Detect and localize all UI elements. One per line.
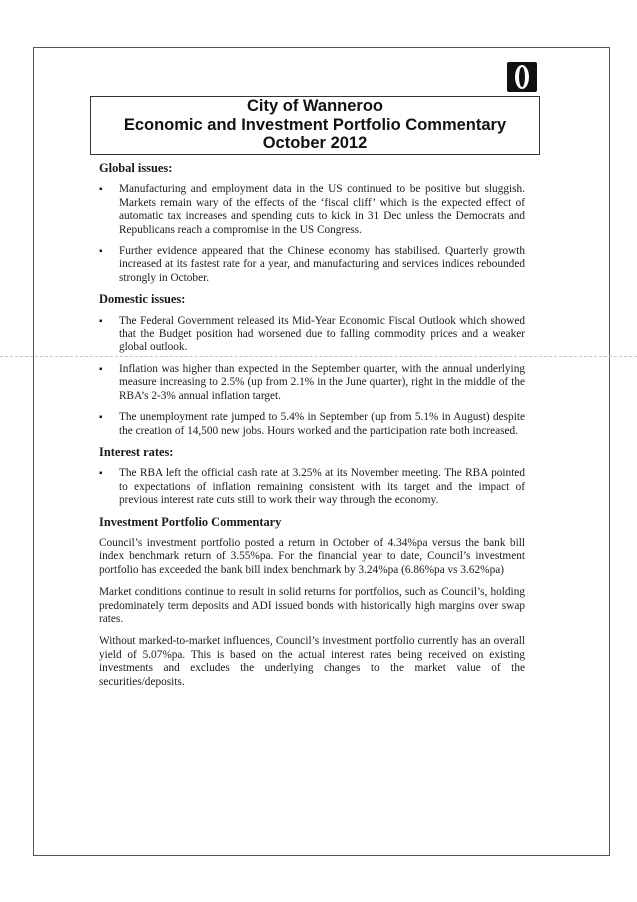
paragraph: Market conditions continue to result in solid returns for portfolios, such as Council’s, holding predominately term deposits and ADI issued bonds with historically high margins over swap rates.	[99, 586, 525, 625]
title-main: Economic and Investment Portfolio Commentary	[123, 115, 507, 134]
paragraph: Council’s investment portfolio posted a return in October of 4.34%pa versus the bank bill index benchmark return of 3.55%pa. For the financial year to date, Council’s investment portfolio has exceeded the bank bill index benchmark by 3.24%pa (6.86%pa vs 3.62%pa)	[99, 536, 525, 576]
city-of-wanneroo-logo-icon	[507, 62, 537, 92]
section-interest	[99, 446, 525, 508]
list-item: ▪ The Federal Government released its Mid-Year Economic Fiscal Outlook which showed that the Budget position had worsened due to falling commodity prices and a weaker global outlook.	[99, 315, 525, 355]
page-border-top	[33, 47, 609, 48]
list-item: ▪ The RBA left the official cash rate at 3.25% at its November meeting. The RBA pointed to expectations of inflation remaining consistent with its target and the impact of previous interest rate cuts still to work their way through the economy.	[99, 467, 525, 507]
heading-portfolio: Investment Portfolio Commentary	[99, 514, 282, 529]
list-global	[99, 183, 525, 285]
section-domestic	[99, 293, 525, 438]
section-global	[99, 162, 525, 285]
title-org: City of Wanneroo	[247, 97, 383, 115]
heading-global: Global issues:	[99, 161, 173, 175]
heading-interest: Interest rates:	[99, 444, 174, 459]
list-item: ▪ Inflation was higher than expected in the September quarter, with the annual underlying measure increasing to 2.5% (up from 2.1% in the June quarter), right in the middle of the RBA’s 2-3% annual inflation target.	[99, 363, 525, 403]
document-body	[99, 162, 525, 698]
list-domestic	[99, 315, 525, 438]
document-title-box	[90, 96, 540, 155]
title-date: October 2012	[262, 134, 368, 152]
list-item: ▪ Manufacturing and employment data in the US continued to be positive but sluggish. Markets remain wary of the effects of the ‘fiscal cliff’ which is the expected effect of automatic tax increases and spending cuts to kick in 31 Dec unless the Democrats and Republicans reach a compromise in the US Congress.	[99, 183, 525, 237]
heading-domestic: Domestic issues:	[99, 292, 186, 307]
list-item: ▪ The unemployment rate jumped to 5.4% in September (up from 5.1% in August) despite the creation of 14,500 new jobs. Hours worked and the participation rate both increased.	[99, 411, 525, 438]
paragraph: Without marked-to-market influences, Council’s investment portfolio currently has an overall yield of 5.07%pa. This is based on the actual interest rates being received on existing investments and excludes the underlying changes to the market value of the securities/deposits.	[99, 635, 525, 688]
list-item: ▪ Further evidence appeared that the Chinese economy has stabilised. Quarterly growth increased at its fastest rate for a year, and manufacturing and services indices rebounded strongly in October.	[99, 245, 525, 285]
section-portfolio	[99, 516, 525, 689]
list-interest	[99, 467, 525, 507]
